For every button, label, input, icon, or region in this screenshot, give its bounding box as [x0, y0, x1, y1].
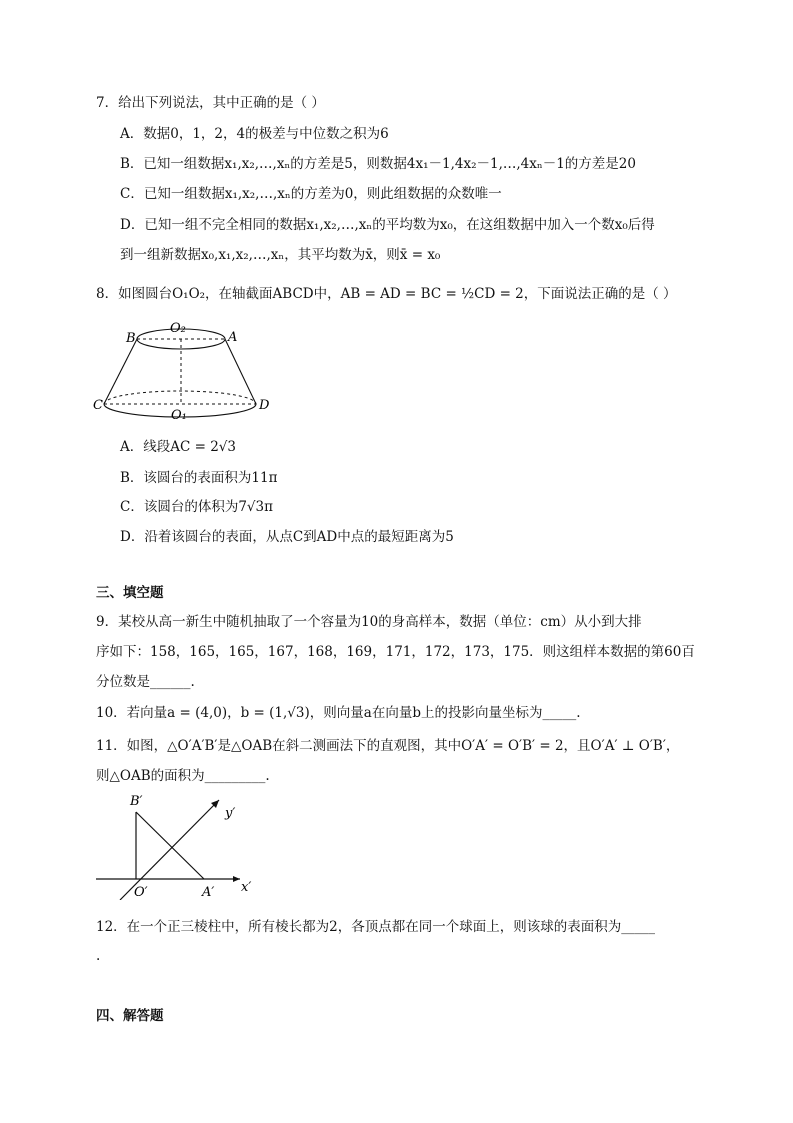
frustum-bottom-back: [104, 391, 256, 404]
x-axis-arrow: [233, 876, 240, 882]
label-b-prime: B′: [130, 794, 143, 809]
q9-line3: 分位数是______.: [96, 674, 195, 690]
label-x-prime: x′: [241, 880, 252, 895]
q8-option-b: B．该圆台的表面积为11π: [120, 470, 278, 486]
label-o2: O₂: [170, 321, 186, 336]
label-o-prime: O′: [134, 885, 148, 900]
q8-option-c: C．该圆台的体积为7√3π: [120, 499, 273, 515]
q10: 10．若向量a = (4,0)，b = (1,√3)，则向量a在向量b上的投影向量坐标为_____.: [96, 705, 581, 721]
label-o1: O₁: [171, 408, 187, 423]
q7-option-b: B．已知一组数据x₁,x₂,…,xₙ的方差是5，则数据4x₁－1,4x₂－1,…,4xₙ－1的方差是20: [120, 156, 636, 172]
label-b: B: [126, 331, 136, 346]
q12-line1: 12．在一个正三棱柱中，所有棱长都为2，各顶点都在同一个球面上，则该球的表面积为_____: [96, 919, 656, 935]
q11-line2: 则△OAB的面积为_________.: [96, 768, 270, 784]
segment-b-a: [136, 812, 204, 879]
label-y-prime: y′: [225, 806, 236, 821]
section-4-heading: 四、解答题: [96, 1008, 164, 1024]
q7-option-a: A．数据0，1，2，4的极差与中位数之积为6: [120, 126, 389, 142]
frustum-figure: [92, 312, 272, 427]
q7-option-d-line1: D．已知一组不完全相同的数据x₁,x₂,…,xₙ的平均数为x₀，在这组数据中加入一个数x₀后得: [120, 217, 655, 233]
oblique-projection-figure: [92, 790, 267, 900]
label-d: D: [259, 398, 270, 413]
label-a-prime: A′: [202, 885, 215, 900]
section-3-heading: 三、填空题: [96, 585, 164, 601]
q7-option-d-line2: 到一组新数据x₀,x₁,x₂,…,xₙ，其平均数为x̄，则x̄ = x₀: [120, 247, 441, 263]
q11-line1: 11．如图，△O′A′B′是△OAB在斜二测画法下的直观图，其中O′A′ = O′B′ = 2，且O′A′ ⊥ O′B′，: [96, 738, 680, 754]
label-a: A: [228, 330, 238, 345]
label-c: C: [93, 398, 103, 413]
q8-option-d: D．沿着该圆台的表面，从点C到AD中点的最短距离为5: [120, 529, 454, 545]
q7-stem: 7．给出下列说法，其中正确的是（ ）: [96, 95, 325, 111]
q8-stem: 8．如图圆台O₁O₂，在轴截面ABCD中，AB = AD = BC = ½CD = 2，下面说法正确的是（ ）: [96, 286, 677, 302]
q12-line2: .: [96, 948, 101, 964]
q7-option-c: C．已知一组数据x₁,x₂,…,xₙ的方差为0，则此组数据的众数唯一: [120, 186, 502, 202]
q9-line2: 序如下：158，165，165，167，168，169，171，172，173，175．则这组样本数据的第60百: [96, 644, 695, 660]
q8-option-a: A．线段AC = 2√3: [120, 439, 237, 455]
q9-line1: 9．某校从高一新生中随机抽取了一个容量为10的身高样本，数据（单位：cm）从小到大排: [96, 614, 642, 630]
